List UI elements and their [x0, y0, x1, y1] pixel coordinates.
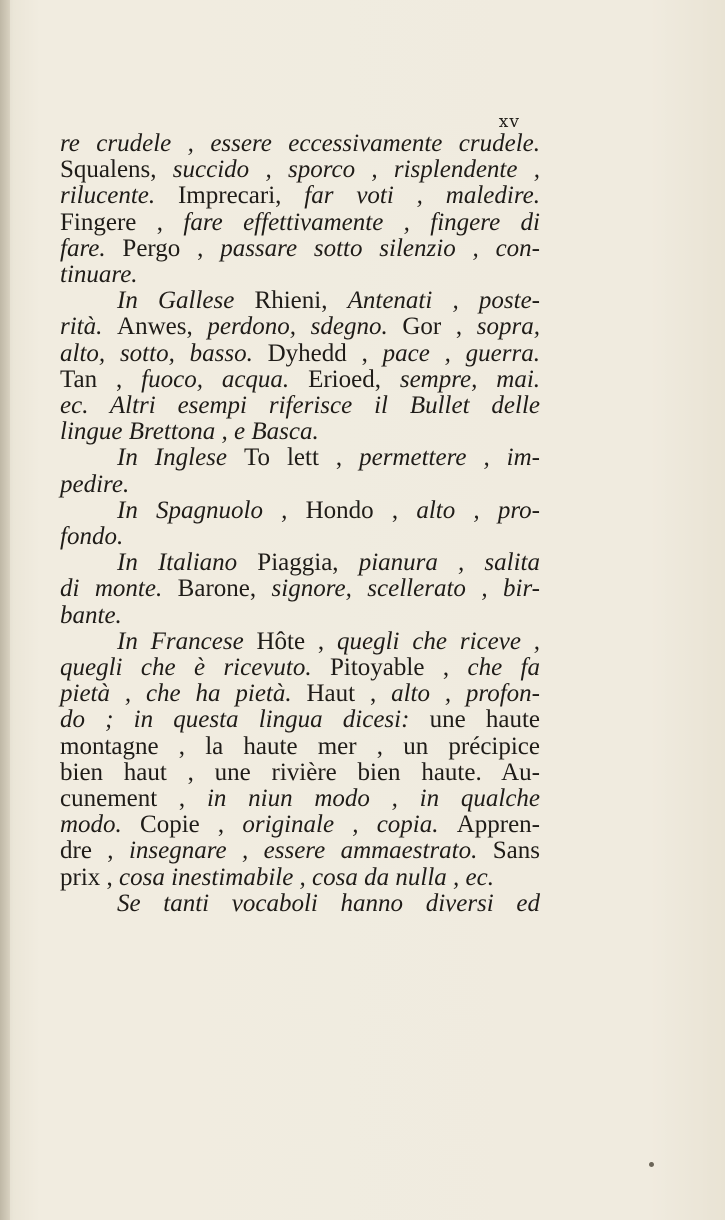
italic-run: rilucente.: [60, 182, 178, 210]
italic-run: signore, scellerato , bir-: [271, 575, 540, 603]
roman-run: Rhieni,: [254, 287, 348, 315]
italic-run: fuoco, acqua.: [141, 365, 309, 393]
roman-run: Imprecari,: [177, 182, 305, 210]
roman-run: Erioed,: [308, 365, 400, 393]
italic-run: insegnare , essere ammaestrato.: [128, 837, 493, 865]
roman-run: une haute: [429, 706, 540, 734]
text-line: [60, 472, 540, 498]
text-line: [60, 157, 540, 183]
roman-run: Sans: [492, 837, 540, 865]
roman-run: Haut ,: [306, 680, 392, 708]
text-line: [60, 524, 540, 550]
text-line: [60, 629, 540, 655]
text-line: [60, 734, 540, 760]
italic-run: originale , copia.: [242, 811, 457, 839]
italic-run: fondo.: [60, 523, 124, 551]
italic-run: In Italiano: [117, 549, 258, 577]
italic-run: In Gallese: [117, 287, 255, 315]
text-line: [60, 498, 540, 524]
roman-run: Piaggia,: [257, 549, 359, 577]
text-line: [60, 236, 540, 262]
text-line: [60, 655, 540, 681]
ink-speck: [649, 1162, 654, 1167]
italic-run: succido , sporco , risplendente ,: [172, 156, 540, 184]
text-line: [60, 262, 540, 288]
roman-run: Anwes,: [117, 313, 208, 341]
italic-run: In Inglese: [117, 444, 244, 472]
text-line: [60, 393, 540, 419]
roman-run: Gor ,: [402, 313, 477, 341]
roman-run: prix ,: [60, 863, 120, 891]
italic-run: sempre, mai.: [399, 365, 541, 393]
text-line: [60, 603, 540, 629]
roman-run: Hondo ,: [305, 496, 417, 524]
roman-run: Tan ,: [60, 365, 142, 393]
roman-run: Squalens,: [60, 156, 173, 184]
italic-run: pedire.: [60, 470, 130, 498]
italic-run: rità.: [60, 313, 118, 341]
text-line: [60, 314, 540, 340]
italic-run: in niun modo , in qualche: [206, 785, 541, 813]
text-line: [60, 707, 540, 733]
italic-run: do ; in questa lingua dicesi:: [60, 706, 430, 734]
italic-run: che fa: [467, 654, 540, 682]
roman-run: Pergo ,: [122, 234, 221, 262]
text-line: [60, 341, 540, 367]
text-line: [60, 812, 540, 838]
italic-run: ec. Altri esempi riferisce il Bullet delle: [60, 392, 540, 420]
text-line: [60, 288, 540, 314]
italic-run: pianura , salita: [358, 549, 540, 577]
roman-run: Appren-: [456, 811, 541, 839]
italic-run: perdono, sdegno.: [207, 313, 403, 341]
text-line: [60, 786, 540, 812]
italic-run: cosa inestimabile , cosa da nulla , ec.: [119, 863, 494, 891]
text-line: [60, 367, 540, 393]
text-line: [60, 445, 540, 471]
italic-run: re crudele , essere eccessivamente crudele.: [60, 130, 540, 157]
italic-run: alto, sotto, basso.: [60, 339, 268, 367]
text-line: [60, 865, 540, 891]
italic-run: di monte.: [60, 575, 178, 603]
italic-run: quegli che riceve ,: [337, 627, 540, 655]
italic-run: far voti , maledire.: [304, 182, 540, 210]
italic-run: lingue Brettona , e Basca.: [60, 418, 319, 446]
roman-run: Barone,: [177, 575, 272, 603]
italic-run: pace , guerra.: [382, 339, 540, 367]
italic-run: bante.: [60, 601, 122, 629]
roman-run: dre ,: [60, 837, 129, 865]
italic-run: fare.: [60, 234, 123, 262]
italic-run: modo.: [60, 811, 141, 839]
text-line: [60, 419, 540, 445]
italic-run: tinuare.: [60, 261, 138, 289]
text-line: [60, 681, 540, 707]
italic-run: In Spagnuolo ,: [117, 496, 306, 524]
text-line: [60, 891, 540, 917]
italic-run: alto , pro-: [416, 496, 540, 524]
text-line: [60, 131, 540, 157]
page-number: xv: [498, 112, 520, 132]
italic-run: Antenati , poste-: [347, 287, 540, 315]
text-line: [60, 550, 540, 576]
italic-run: alto , profon-: [391, 680, 540, 708]
text-line: [60, 183, 540, 209]
italic-run: permettere , im-: [359, 444, 540, 472]
italic-run: pietà , che ha pietà.: [60, 680, 307, 708]
roman-run: Dyhedd ,: [267, 339, 383, 367]
text-line: [60, 210, 540, 236]
italic-run: sopra,: [476, 313, 540, 341]
italic-run: quegli che è ricevuto.: [60, 654, 330, 682]
roman-run: montagne , la haute mer , un précipice: [60, 732, 540, 760]
italic-run: fare effettivamente , fingere di: [183, 208, 540, 236]
italic-run: In Francese: [117, 627, 257, 655]
roman-run: Fingere ,: [60, 208, 184, 236]
roman-run: To lett ,: [243, 444, 360, 472]
text-line: [60, 760, 540, 786]
roman-run: Copie ,: [140, 811, 243, 839]
roman-run: cunement ,: [60, 785, 207, 813]
page-gutter: [0, 0, 10, 1220]
roman-run: Hôte ,: [256, 627, 338, 655]
text-line: [60, 576, 540, 602]
roman-run: bien haut , une rivière bien haute. Au-: [60, 758, 540, 786]
body-text: [60, 131, 540, 917]
text-line: [60, 838, 540, 864]
italic-run: passare sotto silenzio , con-: [220, 234, 541, 262]
italic-run: Se tanti vocaboli hanno diversi ed: [117, 889, 540, 917]
roman-run: Pitoyable ,: [330, 654, 468, 682]
